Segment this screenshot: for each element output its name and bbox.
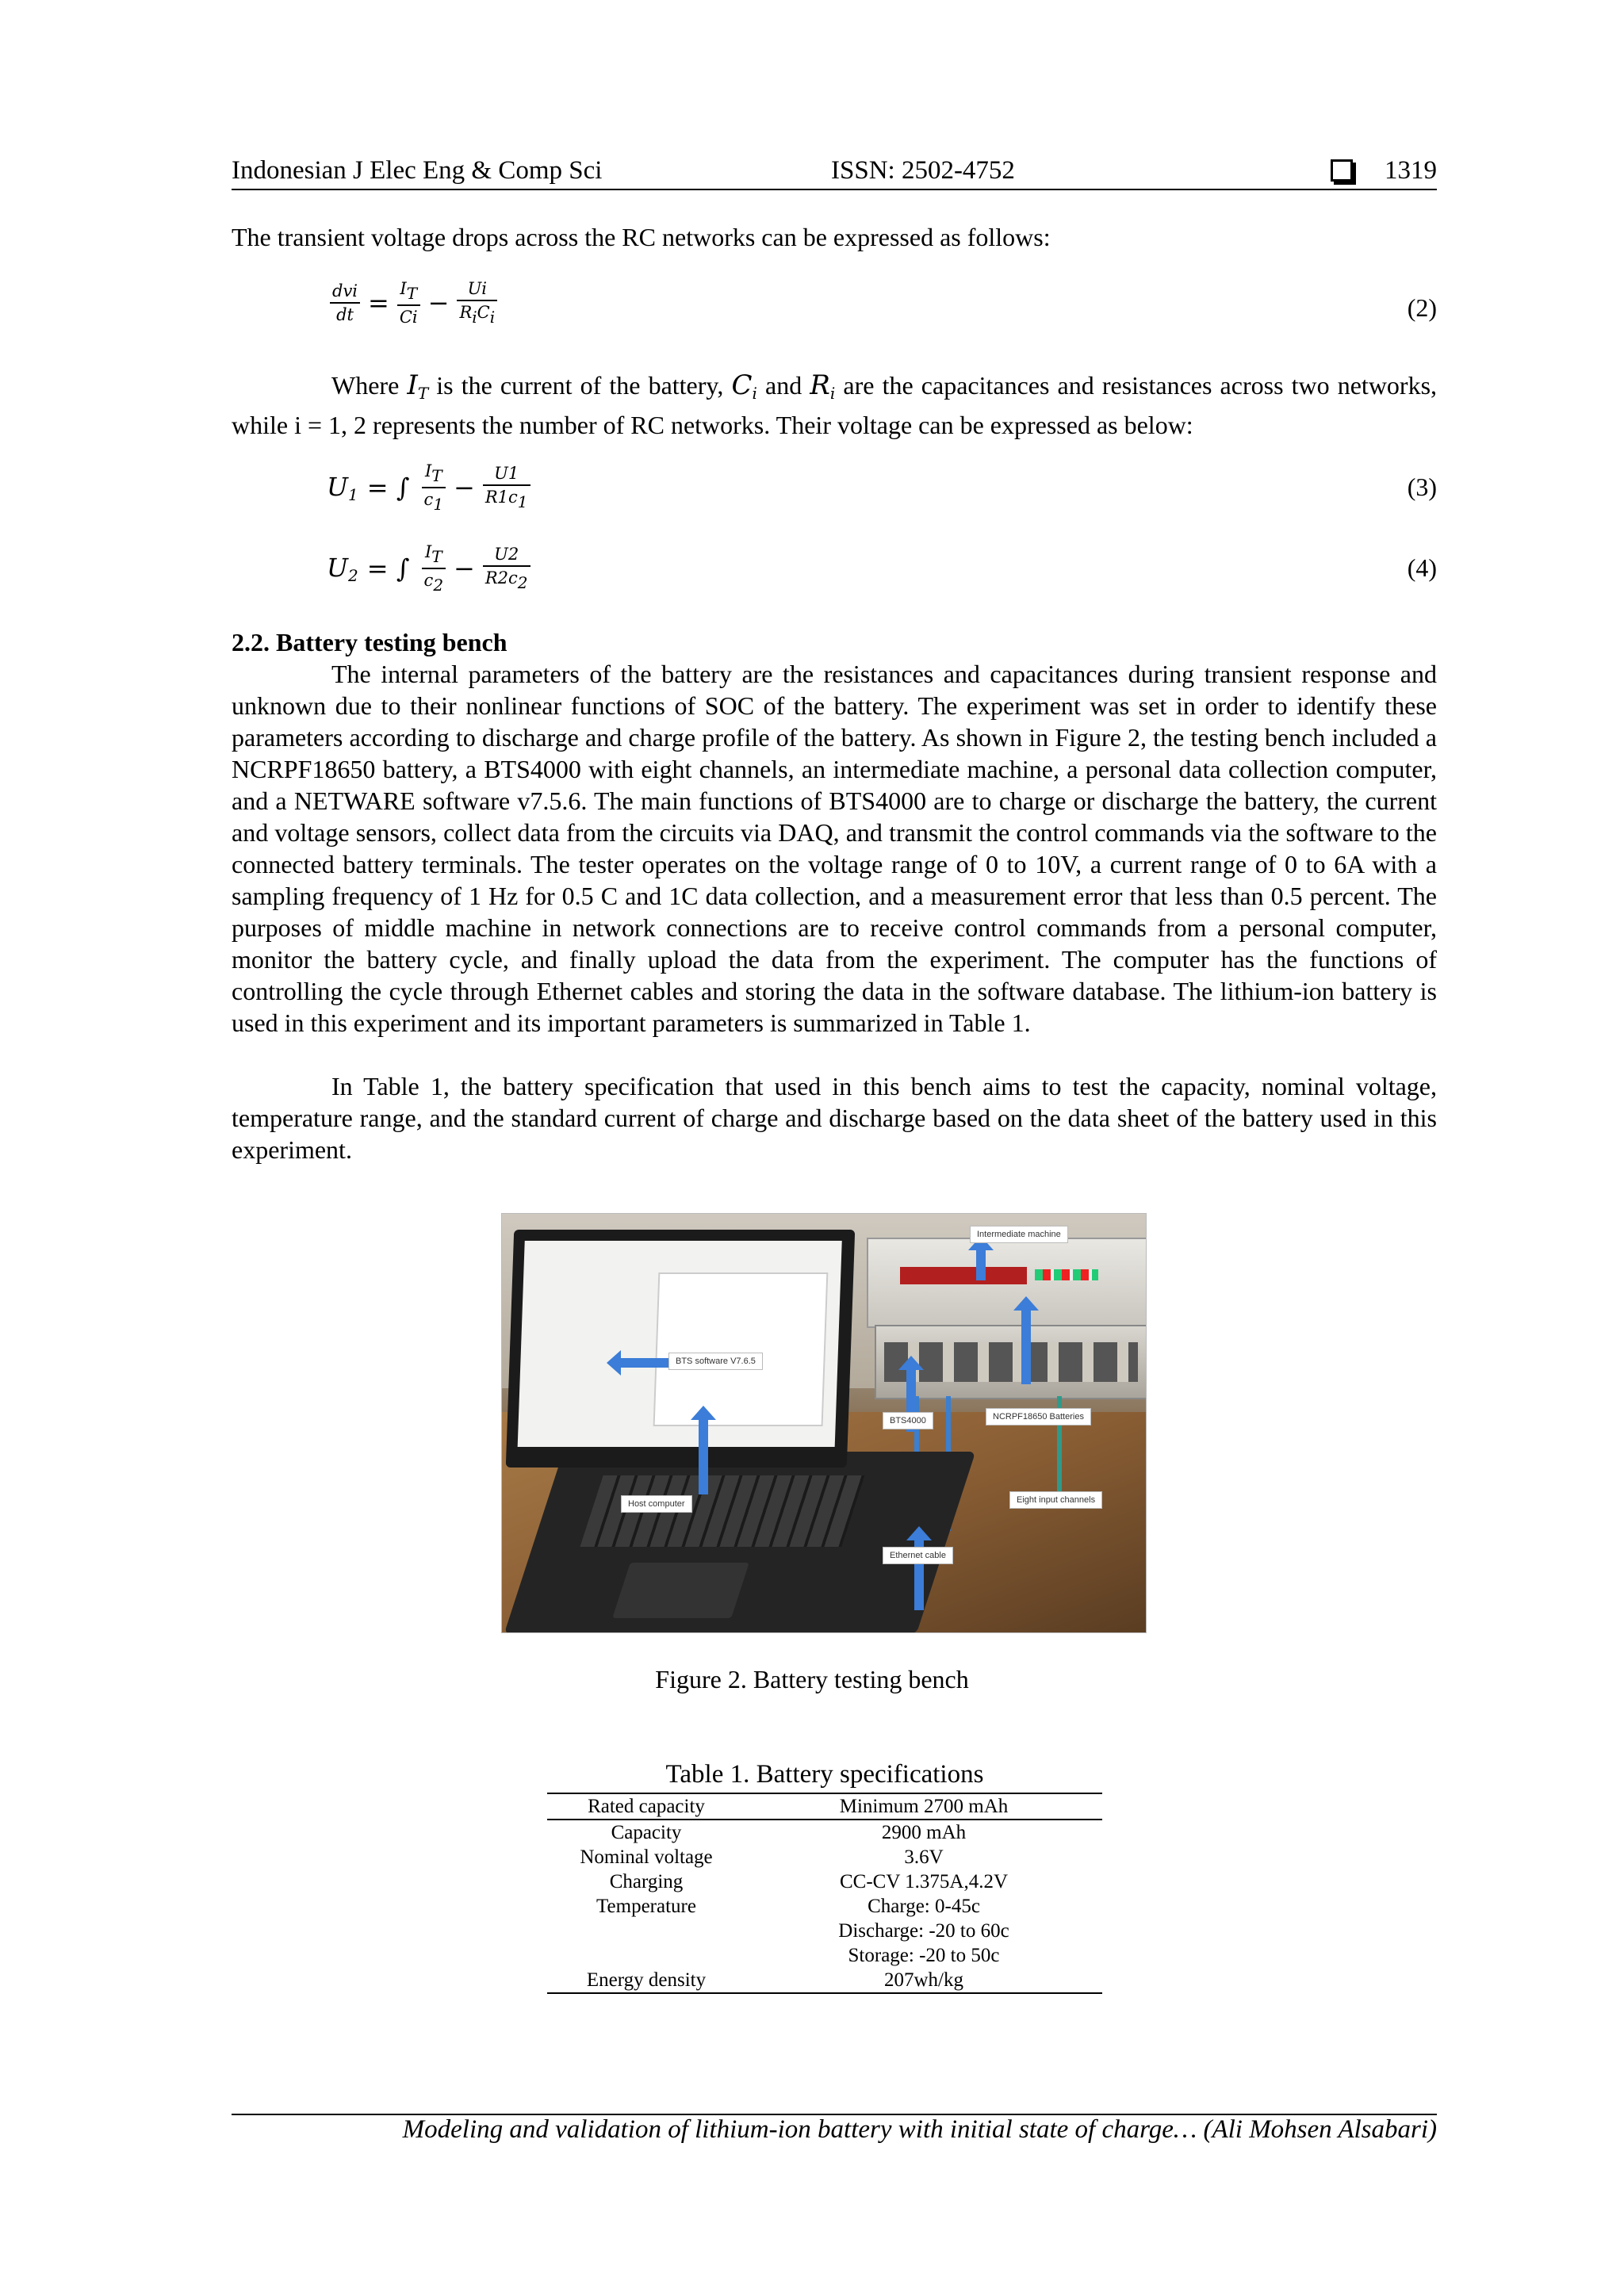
table-header-cell: Rated capacity — [547, 1793, 745, 1820]
label-ethernet-cable: Ethernet cable — [883, 1547, 953, 1564]
arrow-intermediate — [976, 1249, 986, 1280]
table-cell: 2900 mAh — [881, 1822, 967, 1843]
table-cell: 207wh/kg — [745, 1968, 1102, 1993]
eq2-term1: $\frac{IT}{Ci}$ — [397, 277, 420, 328]
table-cell: Capacity — [611, 1822, 682, 1843]
label-input-channels: Eight input channels — [1009, 1491, 1102, 1509]
table-cell — [547, 1919, 745, 1943]
table-row — [547, 1943, 1102, 1968]
section-paragraph-1: The internal parameters of the battery are the resistances and capacitances during transient response and unknown due to their nonlinear functions of SOC of the battery. The experiment was set in order to identify these parameters according to discharge and charge profile of the battery. As shown in Figure 2, the testing bench included a NCRPF18650 battery, a BTS4000 with eight channels, an intermediate machine, a personal data collection computer, and a NETWARE software v7.5.6. The main functions of BTS4000 are to charge or discharge the battery, the current and voltage sensors, collect data from the circuits via DAQ, and transmit the control commands via the software to the connected battery terminals. The tester operates on the voltage range of 0 to 10V, a current range of 0 to 6A with a sampling frequency of 1 Hz for 0.5 C and 1C data collection, and a measurement error that less than 0.5 percent. The purposes of middle machine in network connections are to receive control commands from a personal computer, monitor the battery cycle, and finally upload the data from the experiment. The computer has the functions of controlling the cycle through Ethernet cables and storing the data in the software database. The lithium-ion battery is used in this experiment and its important parameters is summarized in Table 1. — [232, 660, 1437, 1037]
table-row — [547, 1869, 1102, 1894]
arrow-batteries — [1021, 1309, 1031, 1384]
arrow-host — [699, 1418, 708, 1494]
battery-spec-table — [547, 1793, 1102, 1994]
intermediate-machine — [867, 1238, 1147, 1328]
arrow-software — [621, 1358, 668, 1368]
laptop-screen — [506, 1230, 855, 1468]
page-number-group — [1331, 153, 1437, 188]
running-footer: Modeling and validation of lithium-ion battery with initial state of charge… (Ali Mohsen Alsabari) — [402, 2115, 1437, 2144]
table-header-cell: Minimum 2700 mAh — [745, 1793, 1102, 1820]
page-number: 1319 — [1385, 156, 1437, 185]
table-row — [547, 1845, 1102, 1869]
eq2-term2: $\frac{Ui}{\text{RiCi}}$ — [457, 277, 497, 328]
eq4-term2: $\frac{U2}{R2c2}$ — [483, 543, 530, 594]
equation-3: $U_1$ = ∫ $\frac{IT}{c1}$ − $\frac{U1}{R1c1}$ (3) — [327, 461, 1437, 514]
where-paragraph: Where $I_T$ is the current of the battery, $C_i$ and $R_i$ are the capacitances and resistances across two networks, while i = 1, 2 represents the number of RC networks. Their voltage can be expressed as below: — [232, 369, 1438, 439]
equation-number-4: (4) — [1407, 553, 1437, 582]
table-cell: CC-CV 1.375A,4.2V — [839, 1871, 1009, 1892]
eq2-lhs: $\frac{\text{dvi}}{dt}$ — [330, 280, 360, 326]
header-rule — [232, 189, 1437, 190]
table-cell: Discharge: -20 to 60c — [838, 1920, 1009, 1942]
table-cell: 3.6V — [904, 1846, 944, 1868]
table-title: Table 1. Battery specifications — [665, 1760, 984, 1789]
label-bts4000: BTS4000 — [883, 1412, 933, 1429]
table-header-row — [547, 1793, 1102, 1820]
table-row — [547, 1919, 1102, 1943]
label-intermediate-machine: Intermediate machine — [970, 1226, 1068, 1243]
laptop-base — [504, 1452, 976, 1633]
table-cell: Temperature — [596, 1896, 696, 1917]
equation-4: $U_2$ = ∫ $\frac{IT}{c2}$ − $\frac{U2}{R2c2}$ (4) — [327, 542, 1437, 595]
label-batteries: NCRPF18650 Batteries — [986, 1408, 1091, 1425]
table-row — [547, 1894, 1102, 1919]
table-cell: Charge: 0-45c — [868, 1896, 980, 1917]
label-bts-software: BTS software V7.6.5 — [668, 1353, 763, 1370]
table-cell: Charging — [609, 1871, 684, 1892]
intro-sentence: The transient voltage drops across the RC networks can be expressed as follows: — [232, 223, 1051, 251]
section-title: 2.2. Battery testing bench — [232, 628, 508, 656]
equation-2: $\frac{\text{dvi}}{dt}$ = $\frac{IT}{Ci}$ − $\frac{Ui}{\text{RiCi}}$ (2) — [327, 277, 1437, 341]
label-host-computer: Host computer — [621, 1495, 692, 1513]
section-paragraph-2: In Table 1, the battery specification that used in this bench aims to test the capacity, nominal voltage, temperature range, and the standard current of charge and discharge based on the data sheet of the battery used in this experiment. — [232, 1072, 1437, 1164]
running-header — [232, 153, 1437, 188]
table-row — [547, 1820, 1102, 1845]
table-cell: Energy density — [547, 1968, 745, 1993]
equation-number-3: (3) — [1407, 473, 1437, 501]
eq3-term2: $\frac{U1}{R1c1}$ — [483, 462, 530, 513]
table-cell: Nominal voltage — [580, 1846, 713, 1868]
equation-number-2: (2) — [1407, 293, 1437, 322]
battery-bench-photo — [501, 1213, 1147, 1633]
square-bullet-icon — [1331, 159, 1353, 182]
table-cell: Storage: -20 to 50c — [848, 1945, 1000, 1966]
table-row — [547, 1968, 1102, 1993]
table-cell — [547, 1943, 745, 1968]
eq4-term1: $\frac{IT}{c2}$ — [422, 541, 446, 596]
journal-name: Indonesian J Elec Eng & Comp Sci — [232, 156, 603, 185]
figure-caption: Figure 2. Battery testing bench — [655, 1665, 969, 1693]
eq3-term1: $\frac{IT}{c1}$ — [422, 460, 446, 515]
issn: ISSN: 2502-4752 — [831, 156, 1015, 185]
